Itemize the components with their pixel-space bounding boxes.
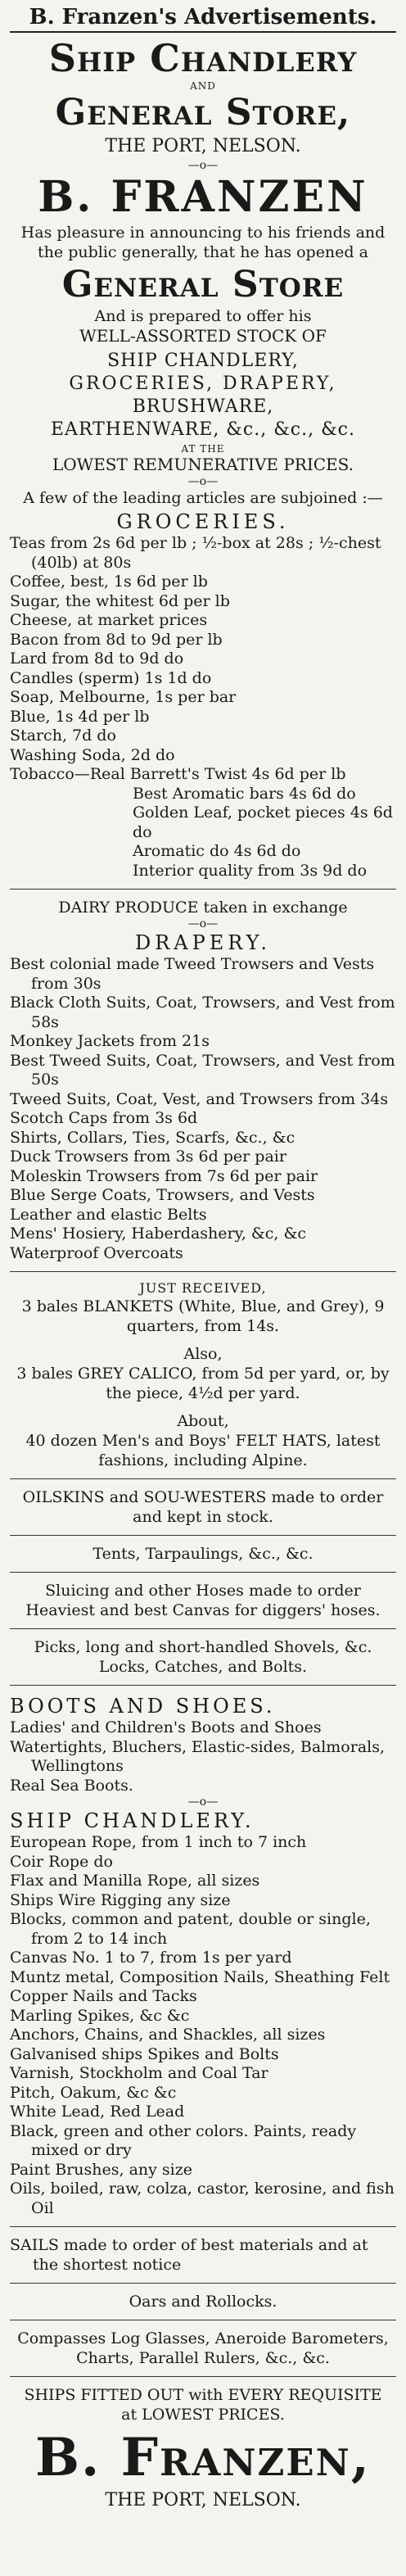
compasses-text: Compasses Log Glasses, Aneroide Barometers, [17, 2329, 389, 2347]
lowest-prices-text: LOWEST REMUNERATIVE PRICES. [52, 455, 354, 474]
divider-ornament: —o— [187, 1795, 219, 1809]
title-ship-chandlery: Ship Chandlery [48, 36, 358, 80]
list-item: Copper Nails and Tacks [10, 1987, 197, 2005]
articles-intro: A few of the leading articles are subjoined :— [23, 489, 383, 507]
list-item: Candles (sperm) 1s 1d do [10, 668, 212, 687]
list-item: Ladies' and Children's Boots and Shoes [10, 1718, 322, 1736]
ship-chandlery-list [10, 1833, 396, 2218]
list-item: Aromatic do 4s 6d do [133, 842, 301, 860]
drapery-list [10, 955, 396, 1263]
list-item: Marling Spikes, &c &c [10, 2006, 190, 2025]
list-item: Sugar, the whitest 6d per lb [10, 591, 230, 610]
about-text: About, [177, 1412, 229, 1430]
list-item: Teas from 2s 6d per lb ; ½-box at 28s ; ½-chest (40lb) at 80s [10, 534, 381, 572]
tents-text: Tents, Tarpaulings, &c., &c. [92, 1545, 314, 1563]
section-divider [10, 2283, 396, 2284]
section-divider [10, 1628, 396, 1629]
list-item: Flax and Manilla Rope, all sizes [10, 1872, 260, 1890]
stock-earthenware: EARTHENWARE, &c., &c., &c. [51, 419, 355, 440]
list-item: European Rope, from 1 inch to 7 inch [10, 1833, 307, 1851]
divider-ornament: —o— [187, 917, 219, 930]
list-item: Tobacco—Real Barrett's Twist 4s 6d per lb [10, 765, 346, 783]
section-divider [10, 2226, 396, 2227]
divider-ornament: —o— [187, 475, 219, 488]
stock-brushware: BRUSHWARE, [132, 396, 274, 417]
assorted-text: WELL-ASSORTED STOCK OF [79, 326, 327, 346]
oilskins-text: OILSKINS and SOU-WESTERS made to order and kept in stock. [22, 1488, 384, 1526]
list-item: Scotch Caps from 3s 6d [10, 1109, 198, 1127]
list-item: Duck Trowsers from 3s 6d per pair [10, 1148, 286, 1166]
list-item: Galvanised ships Spikes and Bolts [10, 2044, 279, 2063]
list-item: Ships Wire Rigging any size [10, 1890, 231, 1909]
section-divider [10, 889, 396, 890]
section-divider [10, 1535, 396, 1536]
blankets-text: 3 bales BLANKETS (White, Blue, and Grey), 9 quarters, from 14s. [21, 1297, 385, 1335]
also-text: Also, [183, 1345, 223, 1363]
prepared-text: And is prepared to offer his [94, 307, 312, 325]
oars-text: Oars and Rollocks. [129, 2293, 277, 2311]
groceries-heading: GROCERIES. [116, 510, 290, 533]
list-item: White Lead, Red Lead [10, 2103, 185, 2121]
list-item: Pitch, Oakum, &c &c [10, 2083, 177, 2102]
ships-fitted-text: SHIPS FITTED OUT with EVERY REQUISITE [24, 2386, 382, 2404]
just-received-text: JUST RECEIVED, [139, 1280, 267, 1296]
title-location: THE PORT, NELSON. [105, 136, 301, 156]
at-the-text: AT THE [181, 443, 225, 455]
section-divider [10, 2376, 396, 2377]
list-item: Bacon from 8d to 9d per lb [10, 630, 223, 649]
charts-rulers-text: Charts, Parallel Rulers, &c., &c. [76, 2349, 330, 2367]
list-item: Watertights, Bluchers, Elastic-sides, Balmorals, Wellingtons [10, 1737, 386, 1775]
list-item: Best Tweed Suits, Coat, Trowsers, and Vest from 50s [10, 1051, 395, 1089]
locks-bolts-text: Locks, Catches, and Bolts. [98, 1658, 308, 1676]
list-item: Real Sea Boots. [10, 1776, 133, 1795]
title-general-store: General Store, [55, 92, 351, 134]
title-and: AND [190, 80, 216, 92]
list-item: Moleskin Trowsers from 7s 6d per pair [10, 1166, 318, 1185]
list-item: Black, green and other colors. Paints, ready mixed or dry [10, 2121, 357, 2159]
list-item: Best Aromatic bars 4s 6d do [133, 784, 356, 803]
section-divider [10, 1271, 396, 1272]
list-item: Oils, boiled, raw, colza, castor, kerosine, and fish Oil [10, 2180, 395, 2217]
stock-ship-chandlery: SHIP CHANDLERY, [107, 351, 299, 371]
felt-hats-text: 40 dozen Men's and Boys' FELT HATS, latest fashions, including Alpine. [25, 1432, 381, 1469]
list-item: Mens' Hosiery, Haberdashery, &c, &c [10, 1225, 307, 1243]
list-item: Monkey Jackets from 21s [10, 1032, 210, 1050]
list-item: Washing Soda, 2d do [10, 745, 175, 764]
list-item: Blue, 1s 4d per lb [10, 707, 150, 726]
sluicing-hoses-text: Sluicing and other Hoses made to order [45, 1582, 361, 1600]
section-divider [10, 1478, 396, 1479]
list-item: Shirts, Collars, Ties, Scarfs, &c., &c [10, 1128, 295, 1147]
canvas-hoses-text: Heaviest and best Canvas for diggers' hoses. [25, 1601, 381, 1619]
boots-heading: BOOTS AND SHOES. [10, 1695, 276, 1718]
ship-chandlery-heading: SHIP CHANDLERY. [10, 1809, 255, 1832]
boots-list [10, 1718, 396, 1795]
list-item: Coir Rope do [10, 1852, 113, 1871]
list-item: Black Cloth Suits, Coat, Trowsers, and Vest from 58s [10, 994, 395, 1031]
page-header: B. Franzen's Advertisements. [29, 5, 377, 29]
list-item: Soap, Melbourne, 1s per bar [10, 688, 237, 706]
calico-text: 3 bales GREY CALICO, from 5d per yard, or, by the piece, 4½d per yard. [16, 1365, 390, 1402]
drapery-heading: DRAPERY. [134, 931, 272, 954]
sails-text: SAILS made to order of best materials and at the shortest notice [10, 2236, 368, 2274]
list-item: Muntz metal, Composition Nails, Sheathing Felt [10, 1967, 390, 1986]
list-item: Starch, 7d do [10, 727, 116, 745]
list-item: Blue Serge Coats, Trowsers, and Vests [10, 1186, 315, 1204]
list-item: Lard from 8d to 9d do [10, 650, 184, 668]
signature-name: B. Franzen, [34, 2427, 372, 2488]
groceries-list [10, 534, 396, 881]
list-item: Cheese, at market prices [10, 611, 208, 629]
header-rule [10, 31, 396, 33]
picks-shovels-text: Picks, long and short-handled Shovels, &c. [34, 1638, 372, 1656]
divider-ornament: —o— [187, 159, 219, 172]
list-item: Leather and elastic Belts [10, 1205, 207, 1224]
section-divider [10, 1572, 396, 1573]
list-item: Interior quality from 3s 9d do [133, 861, 368, 880]
dairy-produce-text: DAIRY PRODUCE taken in exchange [58, 899, 348, 917]
general-store-heading: General Store [61, 264, 345, 306]
list-item: Varnish, Stockholm and Coal Tar [10, 2064, 268, 2082]
proprietor-name: B. FRANZEN [38, 172, 368, 222]
stock-groceries: GROCERIES, DRAPERY, [69, 373, 337, 394]
signature-location: THE PORT, NELSON. [105, 2490, 301, 2510]
list-item: Waterproof Overcoats [10, 1243, 183, 1262]
list-item: Golden Leaf, pocket pieces 4s 6d do [133, 804, 393, 841]
list-item: Best colonial made Tweed Trowsers and Vests from 30s [10, 955, 375, 993]
section-divider [10, 1685, 396, 1686]
lowest-prices-closing: at LOWEST PRICES. [121, 2406, 285, 2424]
list-item: Canvas No. 1 to 7, from 1s per yard [10, 1949, 292, 1967]
list-item: Anchors, Chains, and Shackles, all sizes [10, 2026, 326, 2044]
list-item: Tweed Suits, Coat, Vest, and Trowsers from 34s [10, 1089, 389, 1108]
list-item: Blocks, common and patent, double or single, from 2 to 14 inch [10, 1910, 371, 1948]
list-item: Paint Brushes, any size [10, 2160, 193, 2179]
intro-text: Has pleasure in announcing to his friends and the public generally, that he has opened a [20, 224, 386, 261]
list-item: Coffee, best, 1s 6d per lb [10, 573, 208, 591]
